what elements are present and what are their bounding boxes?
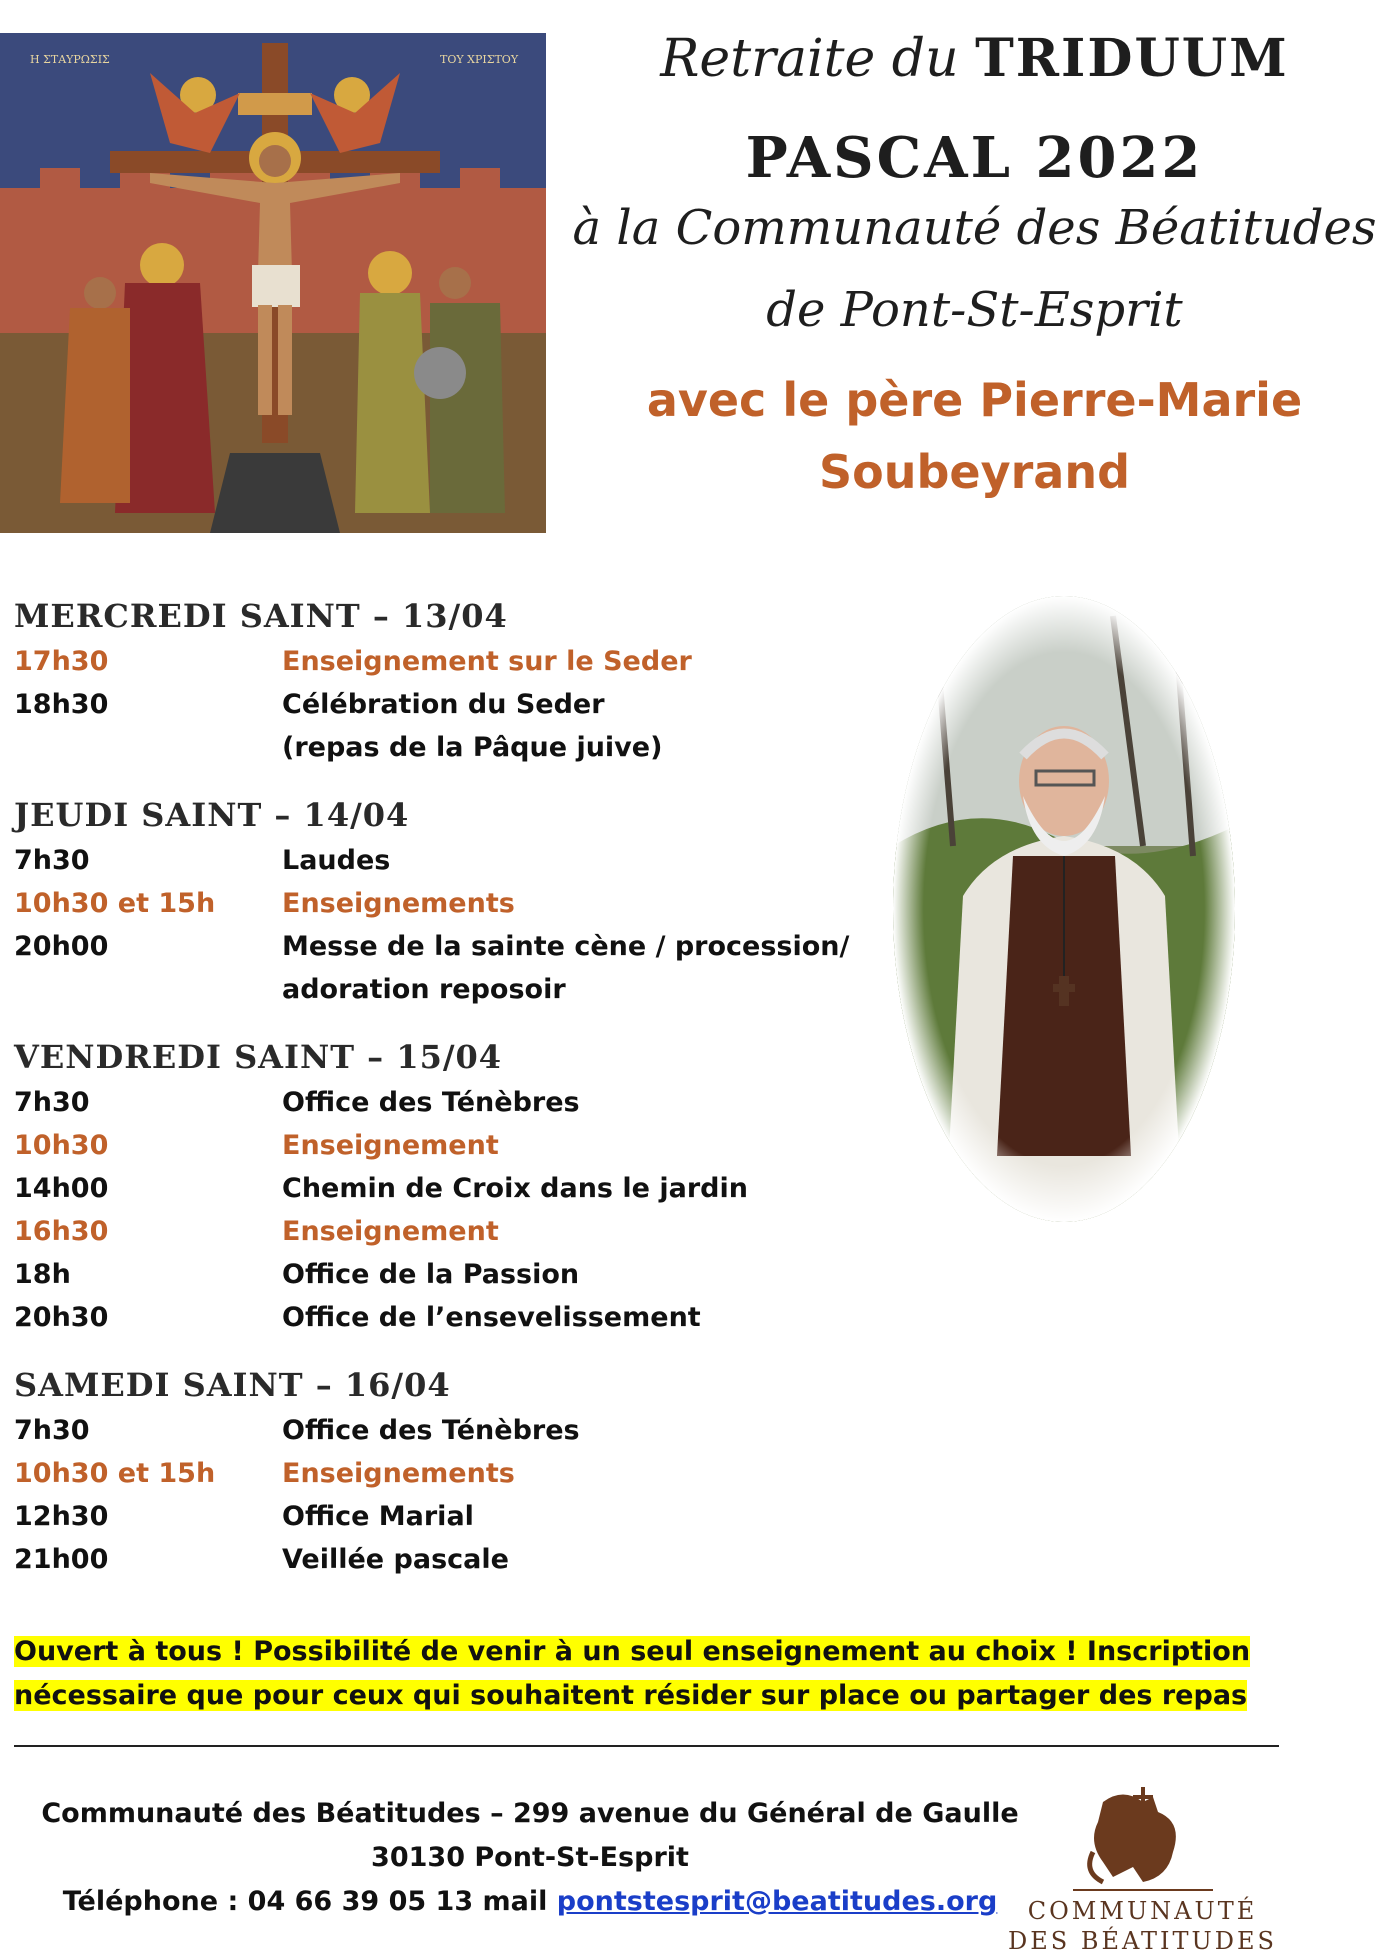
event: adoration reposoir: [282, 974, 566, 1005]
note-line-1: Ouvert à tous ! Possibilité de venir à un seul enseignement au choix ! Inscription: [14, 1636, 1251, 1667]
contact-footer: [30, 1792, 1030, 1924]
day-title: JEUDI SAINT – 14/04: [14, 796, 410, 834]
priest-line-2: Soubeyrand: [819, 445, 1130, 499]
schedule-row: [14, 925, 874, 968]
schedule-row: [14, 1296, 874, 1339]
schedule-row: [14, 1452, 874, 1495]
event: Office de l’ensevelissement: [282, 1302, 701, 1333]
time: 12h30: [14, 1501, 109, 1532]
title-block: [560, 20, 1389, 508]
footer-phone: Téléphone : 04 66 39 05 13 mail: [62, 1886, 557, 1917]
event: Enseignements: [282, 888, 515, 919]
community-logo: [1005, 1782, 1280, 1955]
event: Office Marial: [282, 1501, 474, 1532]
time: 7h30: [14, 845, 90, 876]
schedule-row: [14, 1253, 874, 1296]
logo-line-2: DES BÉATITUDES: [1008, 1927, 1277, 1955]
crucifixion-illustration: [0, 33, 546, 533]
priest-line-1: avec le père Pierre-Marie: [646, 373, 1303, 427]
schedule-row: [14, 968, 874, 1011]
event: Veillée pascale: [282, 1544, 509, 1575]
icon-inscription-right: ΤΟΥ ΧΡΙΣΤΟΥ: [440, 53, 519, 66]
crucifixion-icon-image: [0, 33, 546, 533]
day-wednesday: [14, 592, 874, 769]
time: 20h00: [14, 931, 109, 962]
lamb-lion-emblem: [1073, 1782, 1213, 1892]
day-friday: [14, 1033, 874, 1339]
title-community: à la Communauté des Béatitudes: [572, 200, 1377, 256]
schedule-row: [14, 1167, 874, 1210]
logo-line-1: COMMUNAUTÉ: [1027, 1897, 1258, 1925]
portrait-photo: [893, 596, 1235, 1223]
day-thursday: [14, 791, 874, 1011]
footer-address: Communauté des Béatitudes – 299 avenue du Général de Gaulle: [41, 1798, 1019, 1829]
schedule-row: [14, 726, 874, 769]
footer-city: 30130 Pont-St-Esprit: [371, 1842, 689, 1873]
event: Laudes: [282, 845, 391, 876]
event: Office des Ténèbres: [282, 1087, 580, 1118]
time: [14, 726, 282, 769]
event: (repas de la Pâque juive): [282, 732, 663, 763]
schedule-row: [14, 1210, 874, 1253]
title-triduum: TRIDUUM: [975, 28, 1289, 89]
icon-inscription-left: Η ΣΤΑΥΡΩΣΙΣ: [30, 53, 110, 66]
schedule-row: [14, 1409, 874, 1452]
day-title: SAMEDI SAINT – 16/04: [14, 1366, 451, 1404]
footer-contact: [30, 1880, 1030, 1924]
priest-portrait: [893, 596, 1235, 1223]
day-saturday: [14, 1361, 874, 1581]
time: 20h30: [14, 1302, 109, 1333]
info-note: [14, 1630, 1254, 1718]
event: Office des Ténèbres: [282, 1415, 580, 1446]
time: 18h: [14, 1259, 71, 1290]
title-line-1: [560, 24, 1389, 94]
schedule-row: [14, 1495, 874, 1538]
time: 7h30: [14, 1087, 90, 1118]
time: 14h00: [14, 1173, 109, 1204]
schedule-row: [14, 1538, 874, 1581]
time: [14, 968, 282, 1011]
note-line-2: nécessaire que pour ceux qui souhaitent résider sur place ou partager des repas: [14, 1680, 1248, 1711]
day-title: VENDREDI SAINT – 15/04: [14, 1038, 503, 1076]
email-link[interactable]: pontstesprit@beatitudes.org: [556, 1886, 998, 1917]
divider: [14, 1745, 1279, 1747]
title-location: de Pont-St-Esprit: [766, 282, 1183, 338]
event: Célébration du Seder: [282, 689, 605, 720]
schedule: [14, 592, 874, 1603]
event: Messe de la sainte cène / procession/: [282, 931, 850, 962]
schedule-row: [14, 640, 874, 683]
time: 10h30 et 15h: [14, 888, 216, 919]
time: 7h30: [14, 1415, 90, 1446]
time: 10h30: [14, 1130, 109, 1161]
schedule-row: [14, 1124, 874, 1167]
schedule-row: [14, 839, 874, 882]
event: Chemin de Croix dans le jardin: [282, 1173, 748, 1204]
event: Enseignement sur le Seder: [282, 646, 692, 677]
schedule-row: [14, 882, 874, 925]
event: Office de la Passion: [282, 1259, 580, 1290]
time: 17h30: [14, 646, 109, 677]
event: Enseignements: [282, 1458, 515, 1489]
title-pascal: PASCAL 2022: [745, 125, 1204, 191]
day-title: MERCREDI SAINT – 13/04: [14, 597, 508, 635]
time: 16h30: [14, 1216, 109, 1247]
time: 18h30: [14, 689, 109, 720]
time: 21h00: [14, 1544, 109, 1575]
time: 10h30 et 15h: [14, 1458, 216, 1489]
event: Enseignement: [282, 1130, 499, 1161]
priest-name: [560, 364, 1389, 508]
title-retraite: Retraite du: [660, 29, 959, 89]
schedule-row: [14, 683, 874, 726]
event: Enseignement: [282, 1216, 499, 1247]
schedule-row: [14, 1081, 874, 1124]
